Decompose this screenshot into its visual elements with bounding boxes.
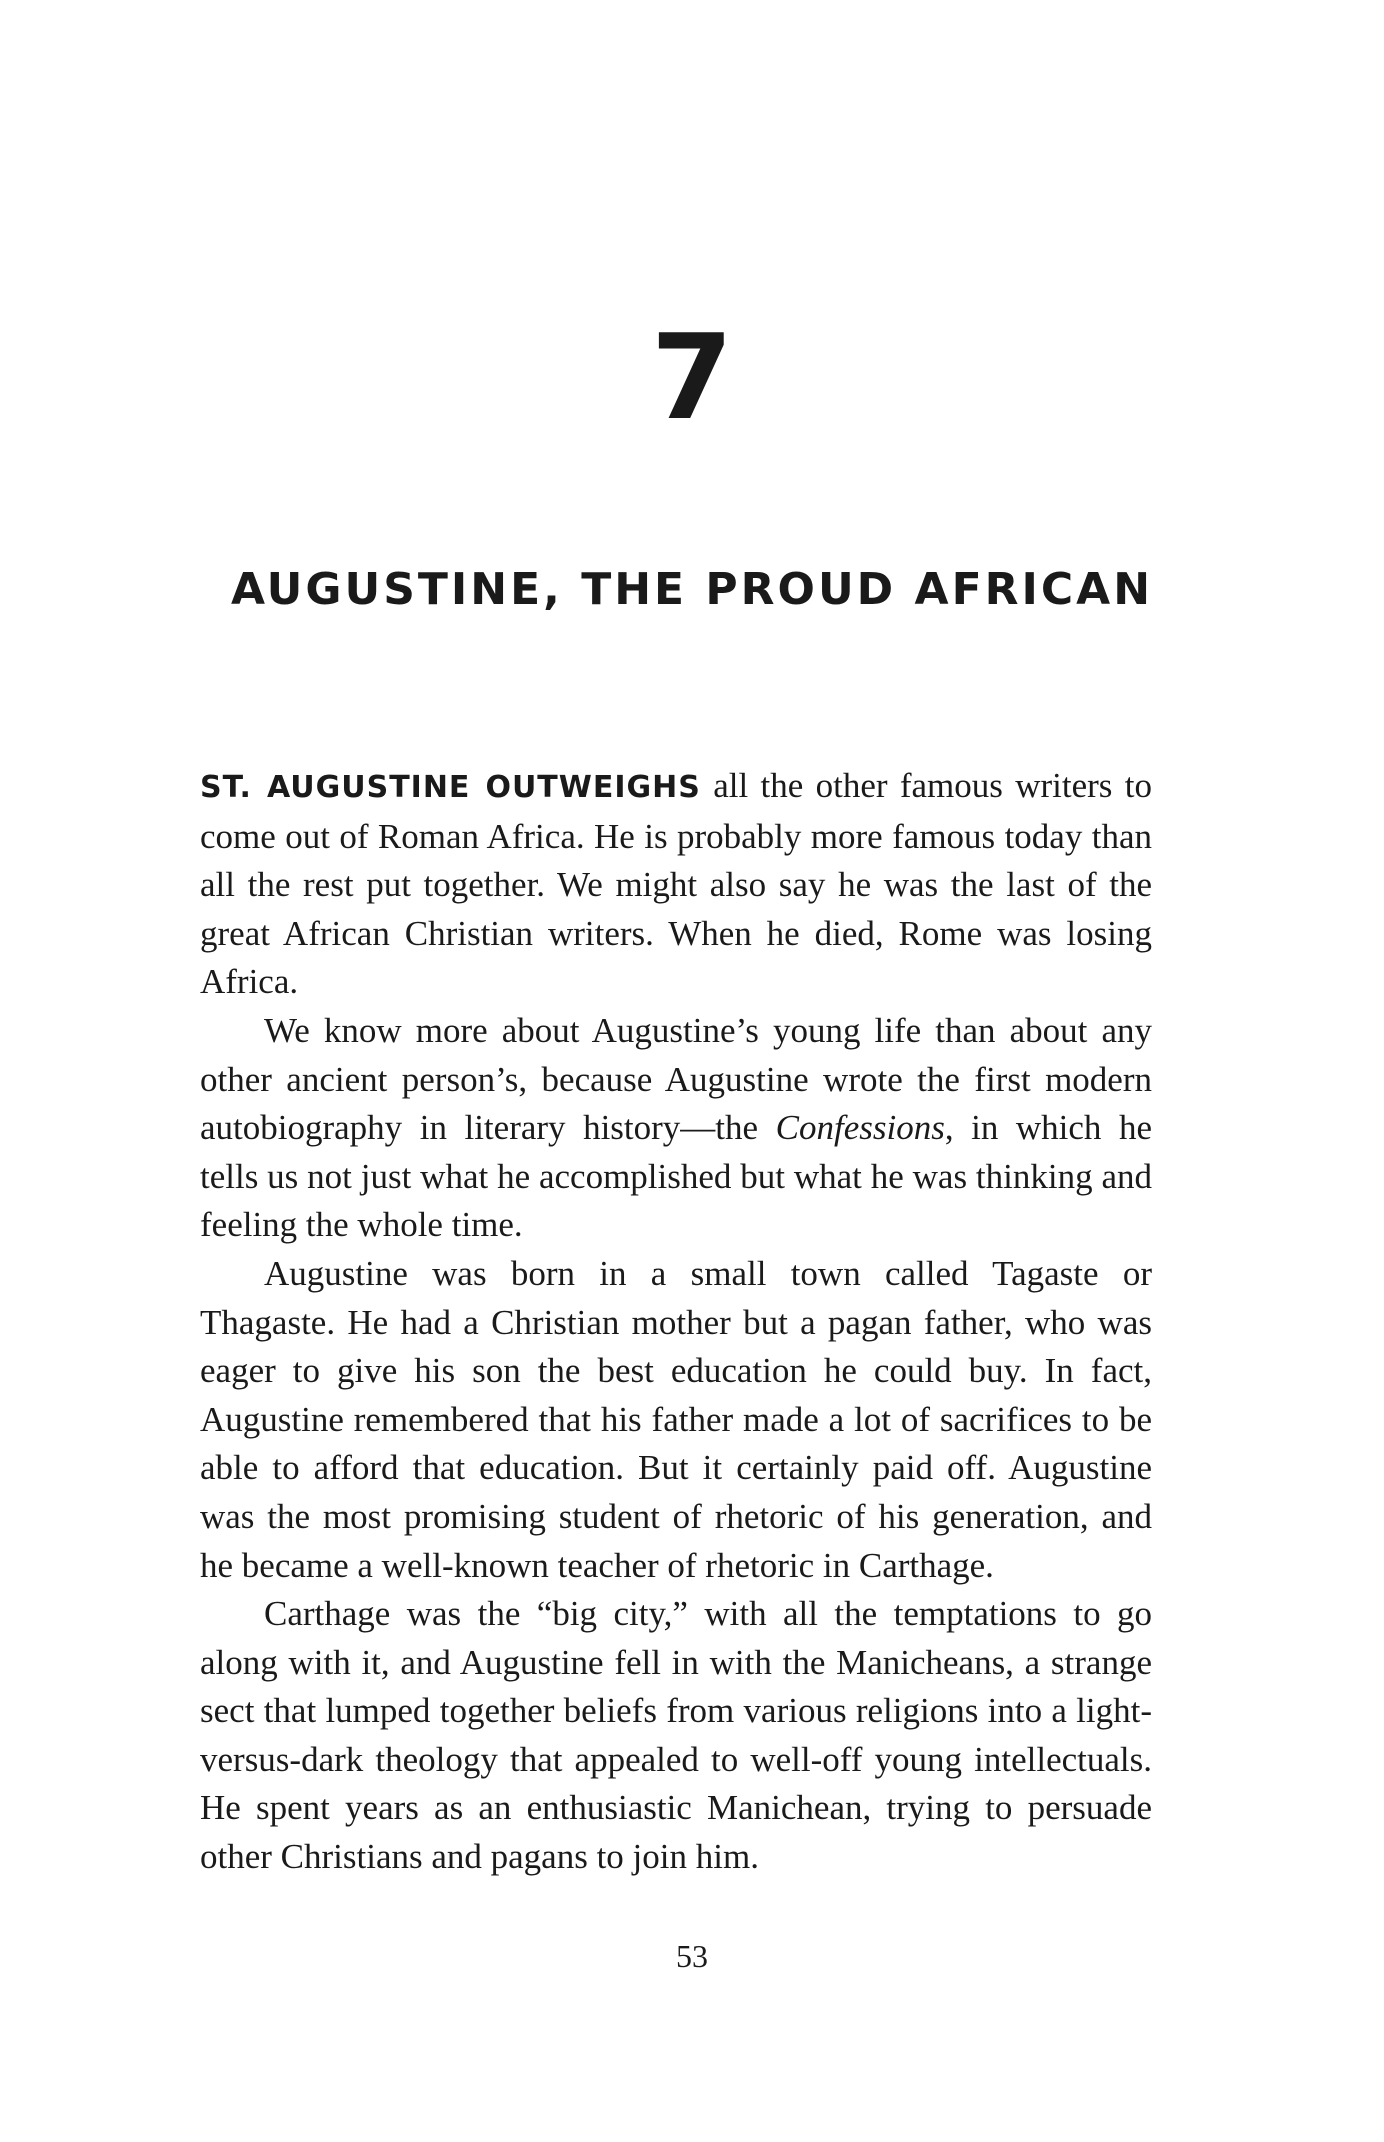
paragraph-3: Augustine was born in a small town called Tagaste or Thagaste. He had a Christian mother but a pagan father, who was eager to give his son the best education he could buy. In fact, Augustine remembered that his father made a lot of sacrifices to be able to afford that education. But it certainly paid off. Augustine was the most promising student of rhetoric of his generation, and he became a well-known teacher of rhetoric in Carthage. xyxy=(200,1253,1152,1585)
paragraph-1-text: all the other famous writers to come out of Roman Africa. He is probably more famous today than all the rest put together. We might also say he was the last of the great African Christian writers. When he died, Rome was losing Africa. xyxy=(200,766,1152,1002)
chapter-title: AUGUSTINE, THE PROUD AFRICAN xyxy=(230,564,1154,615)
paragraph-2-text-after: , in which he tells us not just what he accomplished but what he was thinking and feeling the whole time. xyxy=(200,1108,1153,1245)
paragraph-2-text-before: We know more about Augustine’s young life than about any other ancient person’s, because Augustine wrote the first modern autobiography in literary history—the xyxy=(200,1010,1152,1148)
body-text xyxy=(200,762,1152,1882)
paragraph-2 xyxy=(200,1007,1152,1250)
book-title-confessions: Confessions xyxy=(775,1108,945,1148)
paragraph-1 xyxy=(200,762,1152,1007)
page-number: 53 xyxy=(676,1938,708,1974)
chapter-number: 7 xyxy=(650,308,734,446)
lead-in-text: ST. AUGUSTINE OUTWEIGHS xyxy=(200,770,701,805)
paragraph-4: Carthage was the “big city,” with all the temptations to go along with it, and Augustine fell in with the Manicheans, a strange sect that lumped together beliefs from various religions into a light-versus-dark theology that appealed to well-off young intellectuals. He spent years as an enthusiastic Manichean, trying to persuade other Christians and pagans to join him. xyxy=(200,1594,1152,1877)
